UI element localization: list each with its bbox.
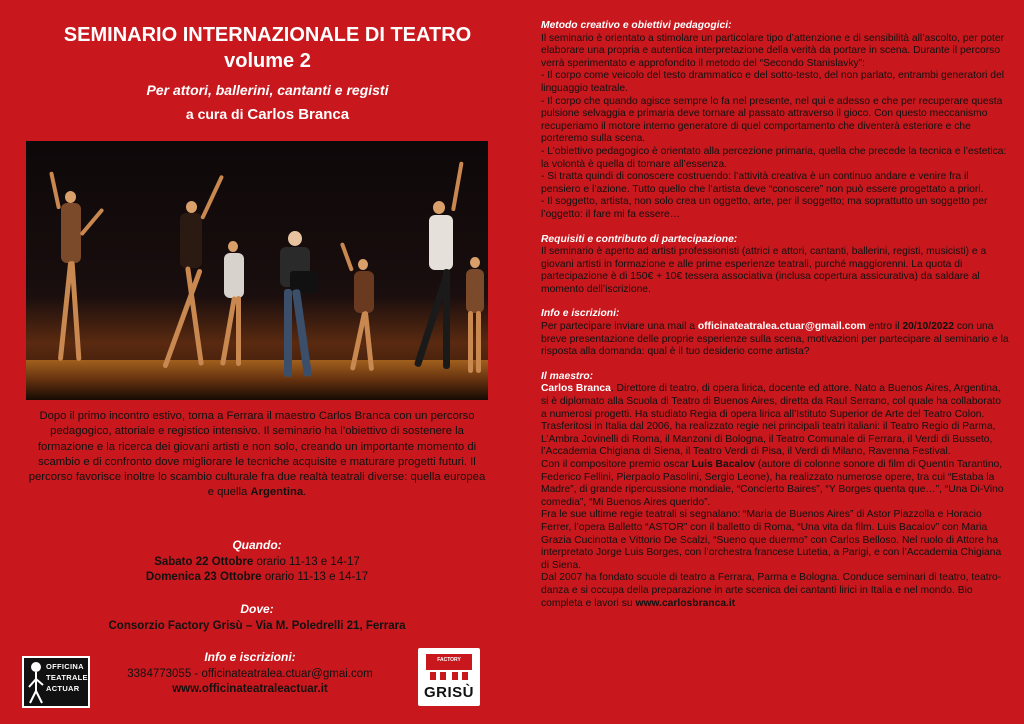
master-paragraph-2 [541, 459, 1009, 509]
master-name: Carlos Branca [541, 383, 611, 395]
dancer-figure [156, 171, 216, 371]
when-time-1: orario 11-13 e 14-17 [253, 556, 360, 568]
dancer-figure [346, 241, 382, 376]
curator-name: Carlos Branca [247, 106, 350, 123]
title-line-1: SEMINARIO INTERNAZIONALE DI TEATRO [63, 24, 472, 46]
intro-paragraph [26, 409, 488, 501]
info-mid: entro il [865, 321, 903, 333]
info-heading: Info e iscrizioni: [541, 308, 620, 320]
where-address: Consorzio Factory Grisù – Via M. Poledrelli 21, Ferrara [108, 620, 406, 632]
officina-teatrale-actuar-logo [22, 656, 90, 708]
dancer-figure [51, 181, 91, 371]
master-paragraph-3: Fra le sue ultime regie teatrali si segnalano: “Maria de Buenos Aires” di Astor Piazzolla e Horacio Ferrer, l’opera Balletto “ASTOR” con il balletto di Roma, “Una vita da film. Luis Bacalov” con Maria Grazia Cucinotta e Vittorio De Scalzi, “Sueno que duermo” con Carlos Belloso. Nel ruolo di Attore ha interpretato Jorge Luis Borges, con l’orchestra francese Lutetia, a Parigi, e con l’Accademia Chigiana di Siena. [541, 509, 1002, 571]
logo-left-line-1: OFFICINA [46, 662, 84, 671]
logo-left-line-3: ACTUAR [46, 684, 80, 693]
master-p2-post: (autore di colonne sonore di film di Quentin Tarantino, Federico Fellini, Pierpaolo Pasolini, Sergio Leone), ha realizzato numerose opere, tra cui “Estaba la Madre”, di grande ripercussione mondiale, “Concierto Baires”, “Y Borges quenta que…”, “Una Di-Vino comedia”, “Mi Buenos Aires querido”. [541, 459, 1004, 508]
curator-prefix: a cura di [185, 106, 248, 122]
master-website-link[interactable]: www.carlosbranca.it [635, 597, 736, 609]
logo-left-text [46, 661, 88, 694]
method-paragraph: Il seminario è orientato a stimolare un particolare tipo d’attenzione e di sensibilità all’ascolto, per poter elaborare una propria e autentica interpretazione della verità da portare in scena. Durante il percorso verrà sperimentato e approfondito il metodo del “Secondo Stanislavky”: [541, 32, 1005, 69]
master-p1-text: . Direttore di teatro, di opera lirica, docente ed attore. Nato a Buenos Aires, Argentina, si è diplomato alla Scuola di Teatro di Buenos Aires, diretta da Raul Serrano, col quale ha collaborato a numerosi progetti. Ha studiato Regia di opera lirica all’Istituto Superior de Arte del Teatro Colon. Trasferitosi in Italia dal 2006, ha realizzato regie nei principali teatri italiani: il Teatro Regio di Parma, L’Ambra Jovinelli di Roma, il Manzoni di Bologna, il Teatro Comunale di Ferrara, il Verdi di Busseto, l’Accademia Chigiana di Siena, il Teatro Verdi di Pisa, il Verdi di Milano, Ravenna Festival. [541, 383, 1002, 458]
when-day-2: Domenica 23 Ottobre [145, 571, 262, 583]
method-paragraph: - Si tratta quindi di conoscere costruendo: l’attività creativa è un continuo andare e venire fra il pensiero e l’azione. Tutto quello che l’artista deve “conoscere” non può essere progettato a priori. [541, 171, 984, 195]
master-p2-bold: Luis Bacalov [691, 459, 756, 470]
master-paragraph-1 [541, 383, 1009, 459]
contacts-heading: Info e iscrizioni: [204, 650, 296, 664]
when-heading: Quando: [232, 538, 282, 552]
master-paragraph-4 [541, 572, 1009, 610]
factory-grisu-logo [418, 648, 480, 706]
when-line-1 [26, 555, 488, 570]
method-paragraph: - Il corpo che quando agisce sempre lo fa nel presente, nel qui e adesso e che per recuperare questa pulsione selvaggia e primaria deve tornare al passato attraverso il gioco. Con questo meccanismo recuperiamo il motore interno generatore di quel comportamento che diventerà esteriore e che porteremo sulla scena. [541, 95, 1003, 145]
dancer-figure [216, 231, 252, 371]
method-paragraph: - L’obiettivo pedagogico è orientato alla percezione primaria, quella che precede la tecnica e l’estetica: la volontà è quella di tornare all’essenza. [541, 145, 1007, 170]
info-date: 20/10/2022 [902, 321, 954, 333]
intro-end: . [303, 486, 307, 499]
window-icon [430, 672, 436, 680]
master-p2-pre: Con il compositore premio oscar [541, 459, 692, 470]
when-section [26, 538, 488, 585]
accordion-player-figure [266, 231, 326, 381]
when-time-2: orario 11-13 e 14-17 [261, 571, 369, 583]
logo-left-line-2: TEATRALE [46, 673, 88, 682]
logo-right-big: GRISÙ [423, 684, 474, 701]
info-email-link[interactable]: officinateatralea.ctuar@gmail.com [697, 321, 866, 333]
page-title [20, 22, 515, 74]
window-icon [452, 672, 458, 680]
intro-bold-argentina: Argentina [250, 486, 304, 499]
master-heading: Il maestro: [541, 370, 594, 382]
window-icon [440, 672, 446, 680]
info-post: con una breve presentazione delle proprie esperienze sulla scena, motivazioni per partecipare al seminario e la risposta alla domanda: qual è il tuo desiderio come artista? [541, 321, 1009, 358]
curator-line [20, 106, 515, 123]
subtitle: Per attori, ballerini, cantanti e registi [146, 82, 389, 98]
contacts-phone-email: 3384773055 - officinateatralea.ctuar@gmai.com [127, 668, 373, 680]
when-day-1: Sabato 22 Ottobre [154, 556, 254, 568]
method-paragraph: - Il soggetto, artista, non solo crea un oggetto, arte, per il soggetto; ma soprattutto un soggetto per l’oggetto: il fare mi fa essere… [541, 196, 988, 220]
contacts-section [100, 650, 400, 697]
dance-performance-photo [26, 141, 488, 400]
title-line-2: volume 2 [224, 50, 311, 72]
where-heading: Dove: [240, 602, 274, 616]
method-paragraph: - Il corpo come veicolo del testo drammatico e del sotto-testo, del non parlato, entrambi generatori del linguaggio teatrale. [541, 70, 1005, 94]
left-column [20, 22, 515, 123]
requirements-text: Il seminario è aperto ad artisti professionisti (attrici e attori, cantanti, ballerini, registi, musicisti) e a giovani artisti in formazione e alle prime esperienze teatrali, purché maggiorenni. La quota di partecipazione è di 150€ + 10€ tessera associativa (inclusa copertura assicurativa) da saldare al momento dell’iscrizione. [541, 246, 987, 295]
mask-icon [26, 659, 48, 707]
when-line-2 [26, 570, 488, 585]
info-pre: Per partecipare inviare una mail a [541, 321, 698, 333]
dancer-figure [462, 251, 488, 376]
window-icon [462, 672, 468, 680]
intro-text: Dopo il primo incontro estivo, torna a Ferrara il maestro Carlos Branca con un percorso pedagogico, attoriale e registico intensivo. Il seminario ha l’obiettivo di sostenere la formazione e la ricerca dei giovani artisti e non solo, creando un importante momento di scambio e di confronto dove migliorare le tecniche acquisite e maturare progetti futuri. Il percorso favorisce inoltre lo scambio culturale fra due realtà teatrali diverse: quella europea e quella [28, 410, 486, 499]
master-p4-pre: Dal 2007 ha fondato scuole di teatro a Ferrara, Parma e Bologna. Conduce seminari di teatro, teatro-danza e si occupa della preparazione in arte scenica dei cantanti lirici in Italia e nel mondo. Bio completa e lavori su [541, 572, 1002, 609]
method-heading: Metodo creativo e obiettivi pedagogici: [541, 20, 732, 31]
where-section [26, 602, 488, 634]
right-column [541, 20, 1009, 610]
requirements-heading: Requisiti e contributo di partecipazione: [541, 233, 738, 245]
logo-right-small: FACTORY [437, 657, 461, 663]
contacts-website-link[interactable]: www.officinateatraleactuar.it [172, 683, 328, 695]
info-text [541, 321, 1009, 359]
